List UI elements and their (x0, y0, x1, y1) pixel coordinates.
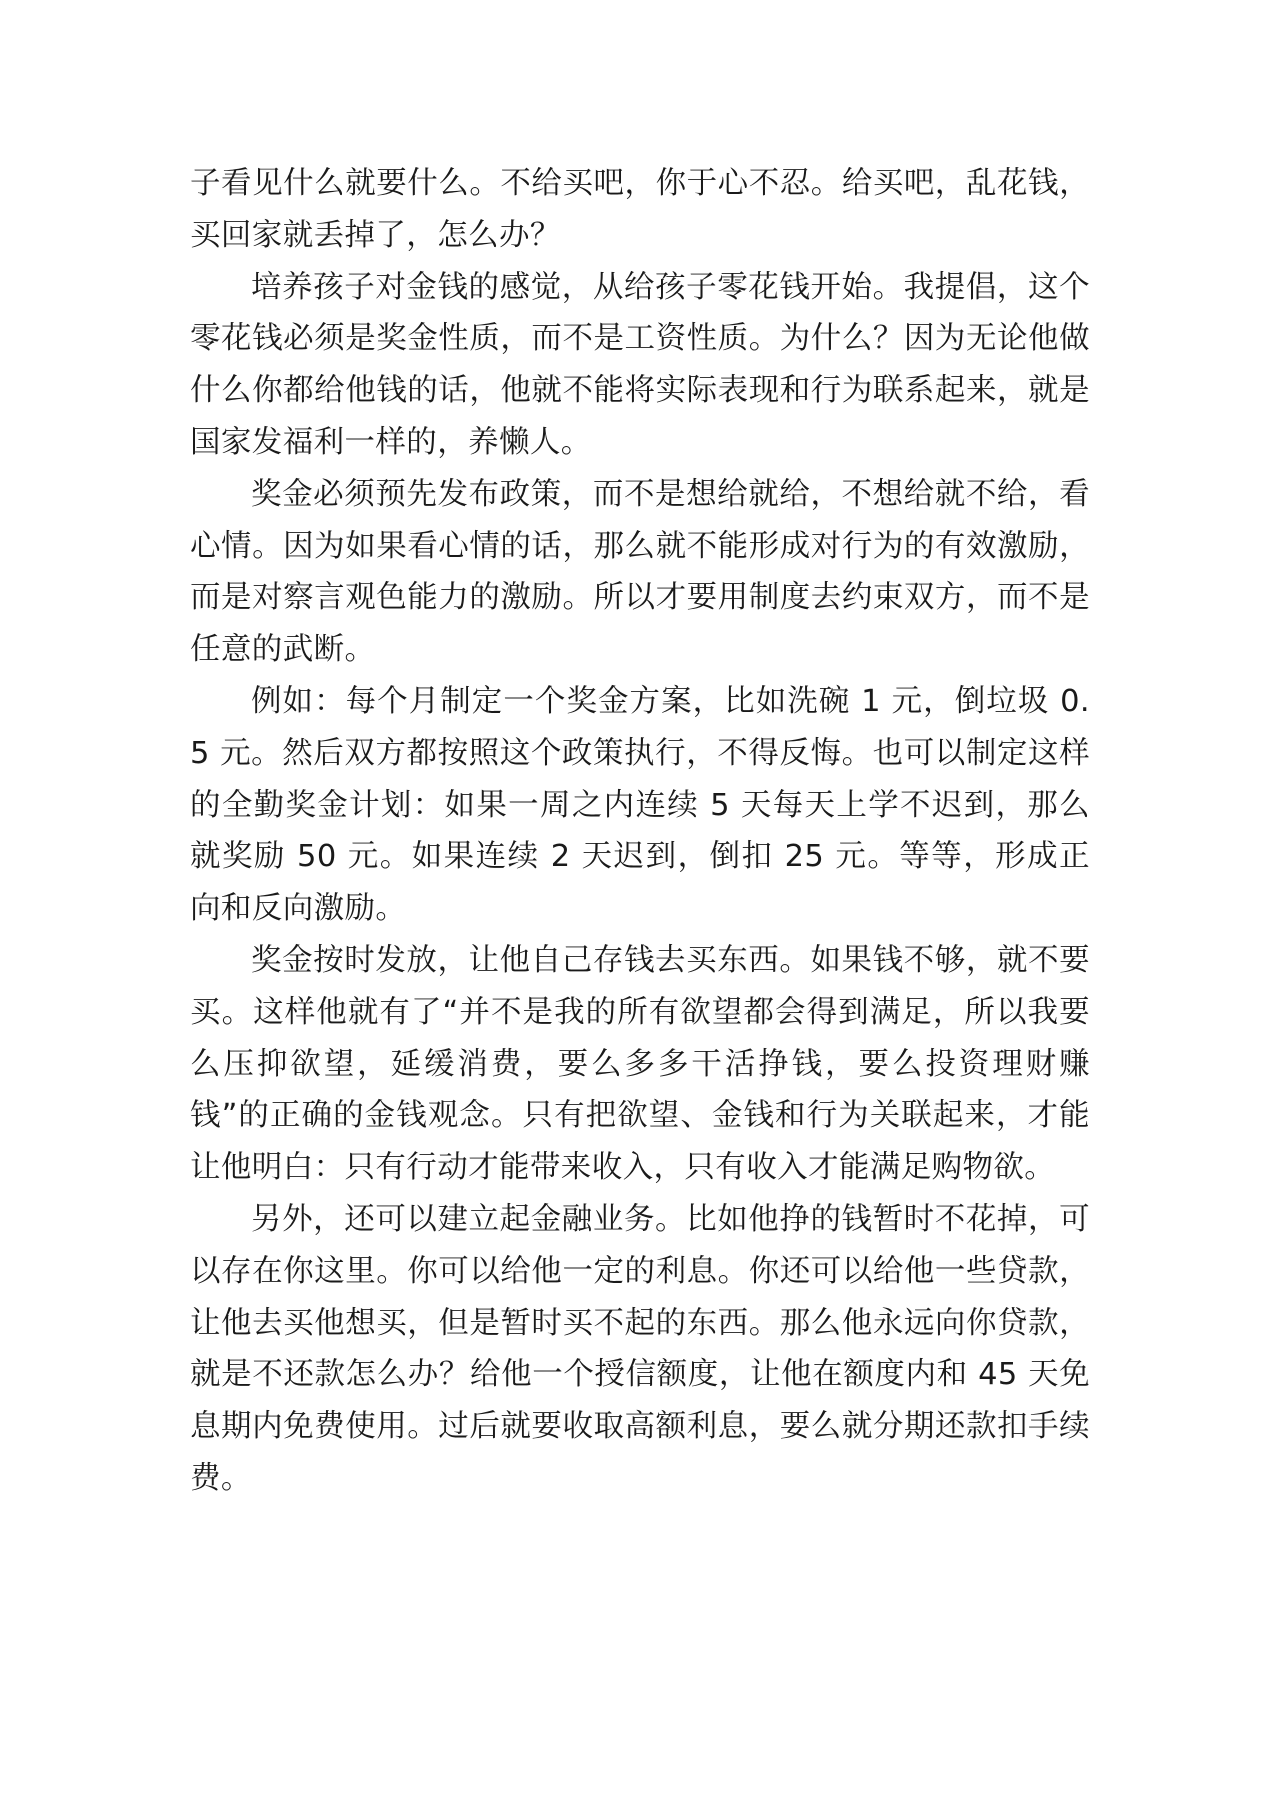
paragraph: 奖金必须预先发布政策，而不是想给就给，不想给就不给，看心情。因为如果看心情的话，那么就不能形成对行为的有效激励，而是对察言观色能力的激励。所以才要用制度去约束双方，而不是任意的武断。 (190, 476, 1090, 668)
body-text (190, 158, 1090, 1505)
paragraph: 例如：每个月制定一个奖金方案，比如洗碗 1 元，倒垃圾 0.5 元。然后双方都按照这个政策执行，不得反悔。也可以制定这样的全勤奖金计划：如果一周之内连续 5 天每天上学不迟到，那么就奖励 50 元。如果连续 2 天迟到，倒扣 25 元。等等，形成正向和反向激励。 (190, 683, 1090, 927)
paragraph: 奖金按时发放，让他自己存钱去买东西。如果钱不够，就不要买。这样他就有了“并不是我的所有欲望都会得到满足，所以我要么压抑欲望，延缓消费，要么多多干活挣钱，要么投资理财赚钱”的正确的金钱观念。只有把欲望、金钱和行为关联起来，才能让他明白：只有行动才能带来收入，只有收入才能满足购物欲。 (190, 942, 1090, 1186)
paragraph: 培养孩子对金钱的感觉，从给孩子零花钱开始。我提倡，这个零花钱必须是奖金性质，而不是工资性质。为什么？因为无论他做什么你都给他钱的话，他就不能将实际表现和行为联系起来，就是国家发福利一样的，养懒人。 (190, 269, 1090, 460)
paragraph: 另外，还可以建立起金融业务。比如他挣的钱暂时不花掉，可以存在你这里。你可以给他一定的利息。你还可以给他一些贷款，让他去买他想买，但是暂时买不起的东西。那么他永远向你贷款，就是不还款怎么办？给他一个授信额度，让他在额度内和 45 天免息期内免费使用。过后就要收取高额利息，要么就分期还款扣手续费。 (190, 1201, 1090, 1496)
paragraph: 子看见什么就要什么。不给买吧，你于心不忍。给买吧，乱花钱，买回家就丢掉了，怎么办？ (190, 166, 1090, 253)
document-page (190, 158, 1090, 1778)
